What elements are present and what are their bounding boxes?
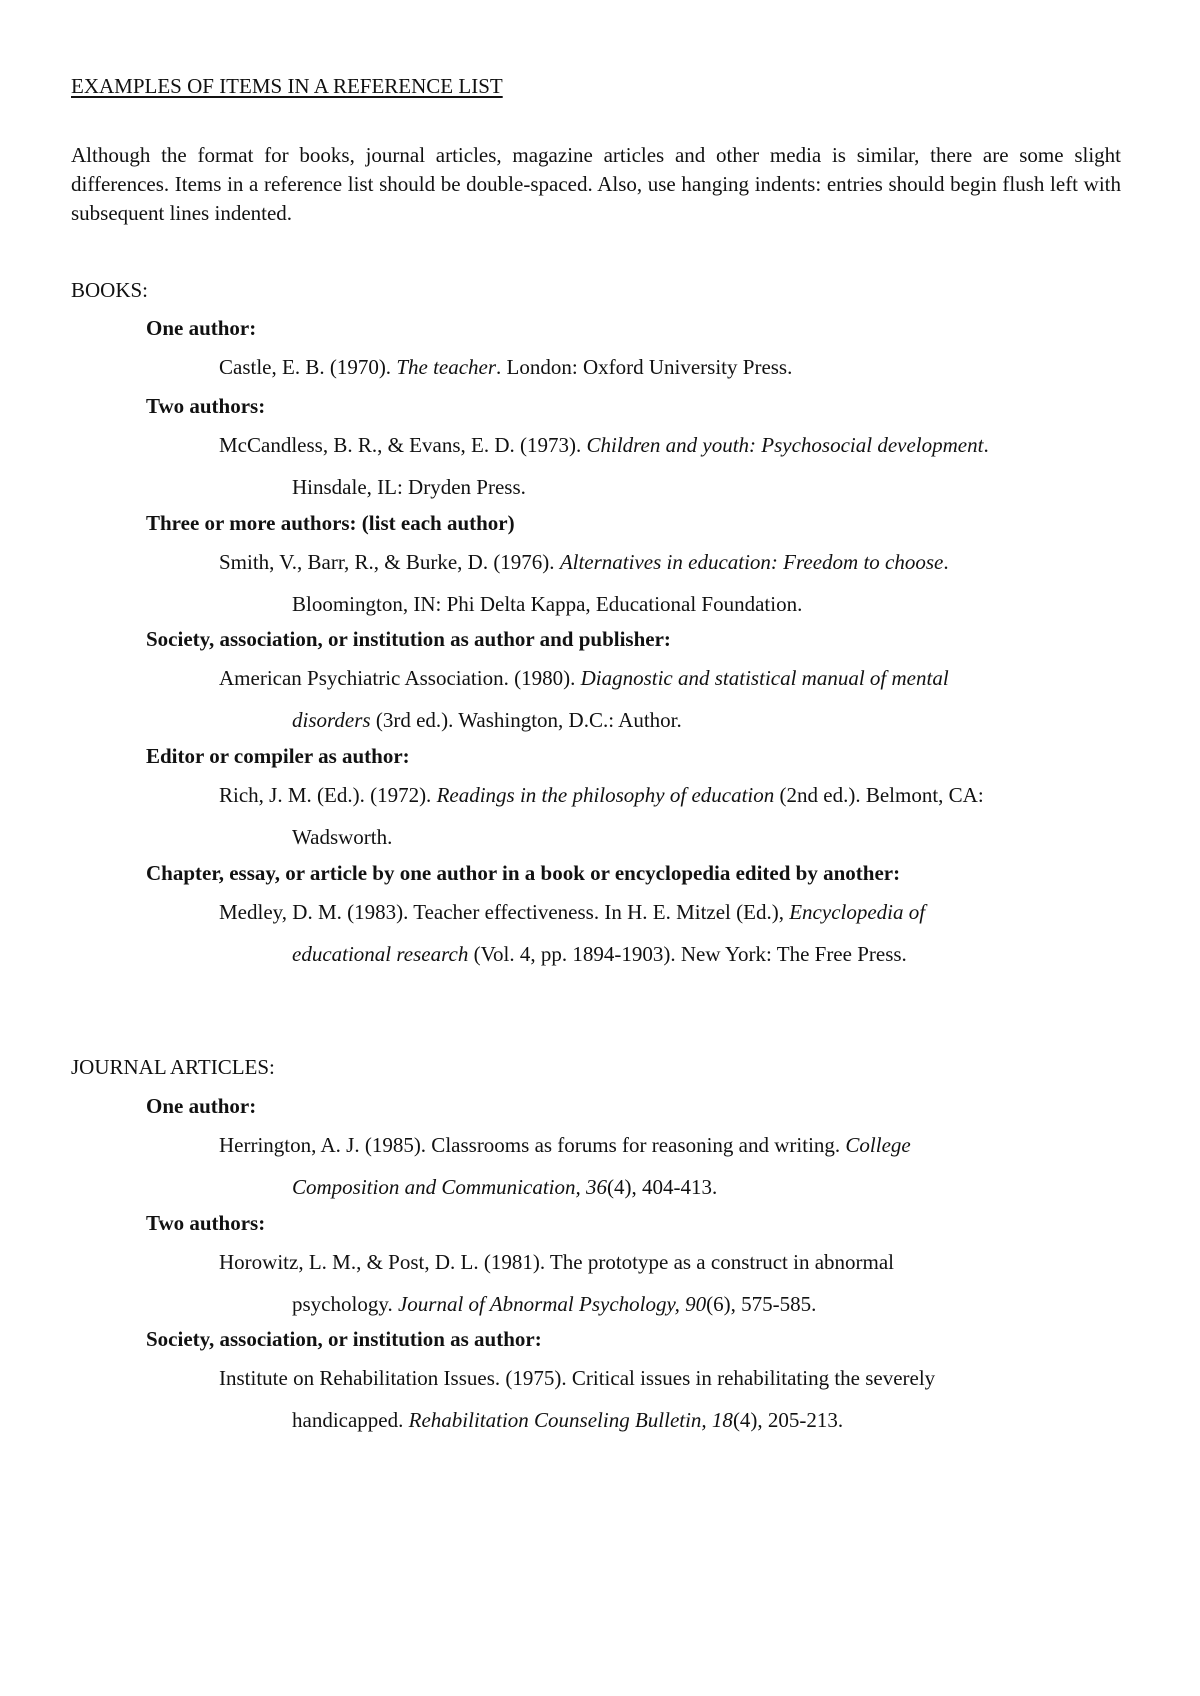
reference-text: psychology.	[292, 1292, 398, 1316]
reference-text: (2nd ed.). Belmont, CA:	[774, 783, 984, 807]
reference-entry-journals-society-author	[219, 1357, 1119, 1441]
reference-first-line	[219, 657, 1119, 699]
reference-continuation-line	[219, 1399, 1119, 1441]
reference-text: Hinsdale, IL: Dryden Press.	[292, 475, 526, 499]
reference-text: (3rd ed.). Washington, D.C.: Author.	[370, 708, 682, 732]
reference-text: Herrington, A. J. (1985). Classrooms as forums for reasoning and writing.	[219, 1133, 846, 1157]
italic-title-text: The teacher	[396, 355, 497, 379]
section-heading-books: BOOKS:	[71, 278, 149, 302]
italic-title-text: Readings in the philosophy of education	[436, 783, 775, 807]
reference-entry-books-society-author-publisher	[219, 657, 1119, 741]
italic-title-text: Composition and Communication, 36	[292, 1175, 608, 1199]
reference-text: (Vol. 4, pp. 1894-1903). New York: The Free Press.	[468, 942, 907, 966]
reference-continuation-line	[219, 1166, 1119, 1208]
reference-text: Institute on Rehabilitation Issues. (1975). Critical issues in rehabilitating the severely	[219, 1366, 936, 1390]
entry-label-books-two-authors: Two authors:	[146, 394, 266, 418]
reference-text: (6), 575-585.	[706, 1292, 817, 1316]
reference-text: (4), 205-213.	[732, 1408, 844, 1432]
italic-title-text: Alternatives in education: Freedom to choose	[559, 550, 944, 574]
reference-continuation-line	[219, 466, 1119, 508]
reference-text: handicapped.	[292, 1408, 409, 1432]
reference-continuation-line	[219, 933, 1119, 975]
italic-title-text: educational research	[292, 942, 469, 966]
reference-first-line	[219, 424, 1119, 466]
reference-continuation-line	[219, 816, 1119, 858]
reference-text: Castle, E. B. (1970).	[219, 355, 397, 379]
page-title: EXAMPLES OF ITEMS IN A REFERENCE LIST	[71, 74, 503, 98]
reference-first-line	[219, 774, 1119, 816]
reference-first-line	[219, 1357, 1119, 1399]
italic-title-text: Journal of Abnormal Psychology, 90	[397, 1292, 707, 1316]
section-heading-journal-articles: JOURNAL ARTICLES:	[71, 1055, 275, 1079]
entry-label-books-three-authors: Three or more authors: (list each author)	[146, 511, 515, 535]
reference-entry-journals-two-authors	[219, 1241, 1119, 1325]
reference-entry-journals-one-author	[219, 1124, 1119, 1208]
reference-text: Wadsworth.	[292, 825, 393, 849]
italic-title-text: College	[845, 1133, 911, 1157]
entry-label-books-one-author: One author:	[146, 316, 257, 340]
entry-label-journals-one-author: One author:	[146, 1094, 257, 1118]
italic-title-text: Encyclopedia of	[789, 900, 926, 924]
reference-text: McCandless, B. R., & Evans, E. D. (1973).	[219, 433, 587, 457]
italic-title-text: disorders	[292, 708, 371, 732]
reference-continuation-line	[219, 699, 1119, 741]
reference-text: Smith, V., Barr, R., & Burke, D. (1976).	[219, 550, 560, 574]
reference-text: Rich, J. M. (Ed.). (1972).	[219, 783, 437, 807]
reference-text: .	[983, 433, 989, 457]
reference-text: . London: Oxford University Press.	[496, 355, 793, 379]
reference-continuation-line	[219, 583, 1119, 625]
italic-title-text: Diagnostic and statistical manual of mental	[580, 666, 949, 690]
reference-text: Horowitz, L. M., & Post, D. L. (1981). The prototype as a construct in abnormal	[219, 1250, 894, 1274]
entry-label-journals-two-authors: Two authors:	[146, 1211, 266, 1235]
reference-first-line	[219, 1241, 1119, 1283]
entry-label-books-editor-author: Editor or compiler as author:	[146, 744, 410, 768]
entry-label-books-society-author-publisher: Society, association, or institution as author and publisher:	[146, 627, 671, 651]
reference-entry-books-chapter	[219, 891, 1119, 975]
reference-first-line	[219, 541, 1119, 583]
entry-label-books-chapter: Chapter, essay, or article by one author in a book or encyclopedia edited by another:	[146, 861, 901, 885]
reference-text: .	[943, 550, 949, 574]
reference-text: Bloomington, IN: Phi Delta Kappa, Educational Foundation.	[292, 592, 803, 616]
reference-entry-books-two-authors	[219, 424, 1119, 508]
reference-first-line	[219, 891, 1119, 933]
intro-paragraph: Although the format for books, journal articles, magazine articles and other media is similar, there are some slight differences. Items in a reference list should be double-spaced. Also, use hanging indents: entries should begin flush left with subsequent lines indented.	[71, 143, 1121, 225]
reference-entry-books-three-authors	[219, 541, 1119, 625]
italic-title-text: Children and youth: Psychosocial development	[586, 433, 984, 457]
italic-title-text: Rehabilitation Counseling Bulletin, 18	[408, 1408, 733, 1432]
entry-label-journals-society-author: Society, association, or institution as author:	[146, 1327, 542, 1351]
reference-text: American Psychiatric Association. (1980).	[219, 666, 581, 690]
reference-text: Medley, D. M. (1983). Teacher effectiveness. In H. E. Mitzel (Ed.),	[219, 900, 790, 924]
reference-entry-books-one-author	[219, 346, 1119, 388]
reference-entry-books-editor-author	[219, 774, 1119, 858]
reference-first-line	[219, 1124, 1119, 1166]
reference-text: (4), 404-413.	[607, 1175, 718, 1199]
reference-first-line	[219, 346, 1119, 388]
reference-continuation-line	[219, 1283, 1119, 1325]
